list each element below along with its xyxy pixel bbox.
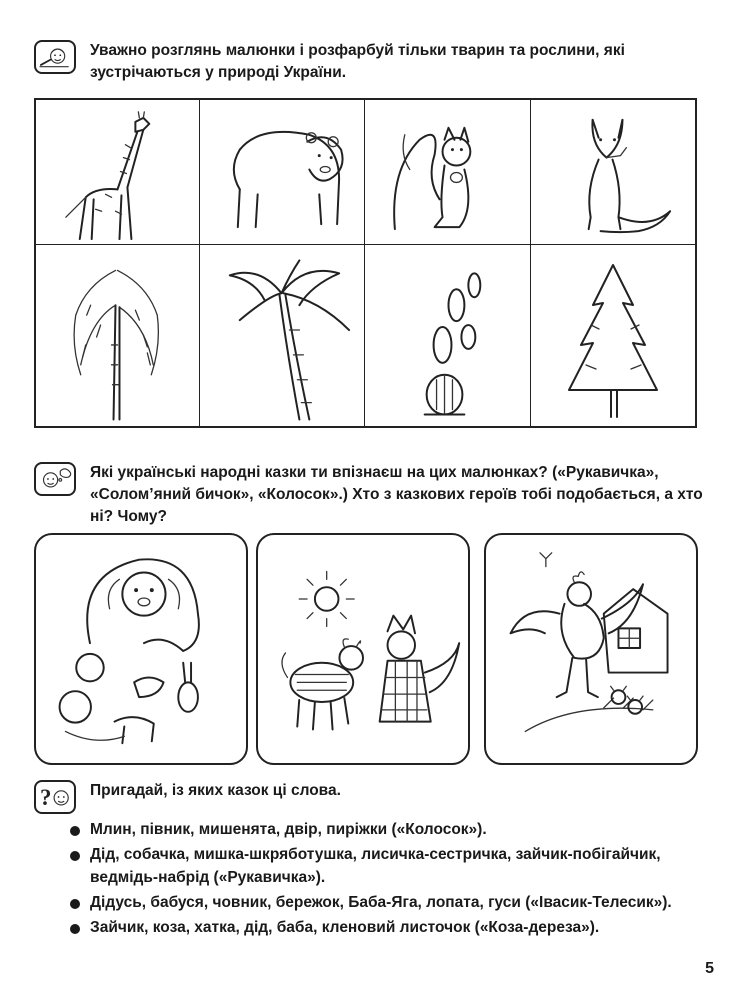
straw-bull-scene-icon	[258, 535, 468, 763]
fox-icon	[531, 100, 695, 244]
birch-tree-icon	[36, 245, 199, 426]
svg-text:?: ?	[40, 784, 52, 810]
coloring-grid	[34, 98, 697, 428]
palm-tree-icon	[200, 245, 364, 426]
task-1-text: Уважно розглянь малюнки і розфарбуй тільки тварин та рослини, які зустрічаються у природі України.	[90, 42, 625, 81]
list-item: Дідусь, бабуся, човник, бережок, Баба-Яга, лопата, гуси («Івасик-Телесик»).	[70, 891, 710, 914]
cell-bear[interactable]	[200, 100, 365, 245]
task-2-text: Які українські народні казки ти впізнаєш на цих малюнках? («Рукавичка», «Солом’яний бичок», «Колосок».) Хто з казкових героїв тобі подобається, а хто ні? Чому?	[90, 464, 703, 525]
cell-birch[interactable]	[36, 245, 200, 426]
task-2	[34, 462, 714, 528]
list-item: Дід, собачка, мишка-шкряботушка, лисичка-сестричка, зайчик-побігайчик, ведмідь-набрід («Рукавичка»).	[70, 843, 710, 889]
bear-icon	[200, 100, 364, 244]
cell-cactus[interactable]	[365, 245, 531, 426]
cell-spruce[interactable]	[531, 245, 696, 426]
task-1	[34, 40, 714, 88]
tale-words-list	[70, 818, 710, 941]
kolosok-scene	[484, 533, 698, 765]
cell-fox[interactable]	[531, 100, 696, 245]
list-item: Зайчик, коза, хатка, дід, баба, кленовий листочок («Коза-дереза»).	[70, 916, 710, 939]
kolosok-scene-icon	[486, 535, 696, 763]
spruce-tree-icon	[531, 245, 696, 426]
list-item: Млин, півник, мишенята, двір, пиріжки («Колосок»).	[70, 818, 710, 841]
question-child-icon	[34, 780, 76, 814]
cell-palm[interactable]	[200, 245, 365, 426]
task-3	[34, 780, 714, 814]
squirrel-icon	[365, 100, 530, 244]
child-thinking-icon	[34, 462, 76, 496]
cell-squirrel[interactable]	[365, 100, 531, 245]
giraffe-icon	[36, 100, 199, 244]
task-3-text: Пригадай, із яких казок ці слова.	[90, 782, 341, 799]
straw-bull-scene	[256, 533, 470, 765]
cactus-icon	[365, 245, 530, 426]
rukavychka-scene-icon	[36, 535, 246, 763]
rukavychka-scene	[34, 533, 248, 765]
page-number: 5	[705, 960, 714, 977]
child-pencil-icon	[34, 40, 76, 74]
cell-giraffe[interactable]	[36, 100, 200, 245]
